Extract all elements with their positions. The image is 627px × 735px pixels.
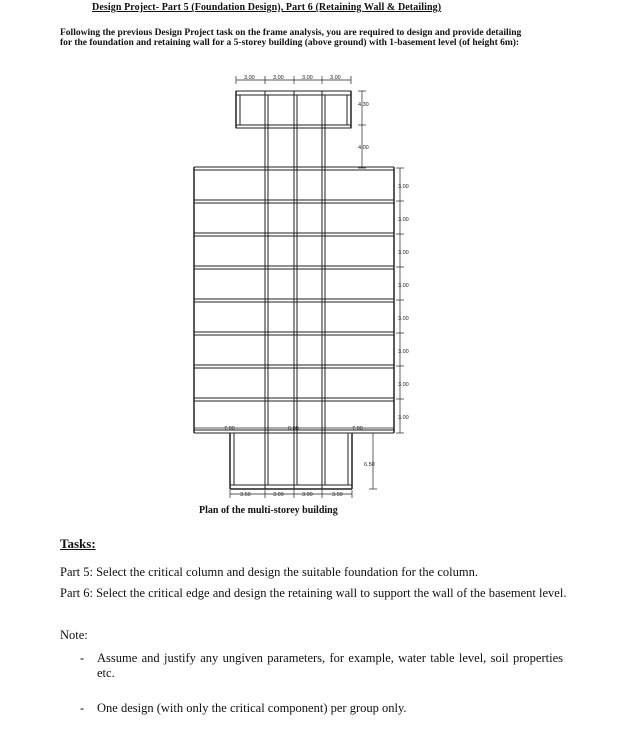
dim-mid-2: 6.00 [288,426,299,432]
dim-right-3: 3.00 [398,250,409,256]
dim-right-4: 3.00 [398,283,409,289]
dim-right-2: 3.00 [398,217,409,223]
dim-right-7: 3.00 [398,382,409,388]
dim-bottom-4: 3.50 [332,492,343,498]
note-heading: Note: [60,628,88,642]
dim-right-1: 3.00 [398,184,409,190]
dim-top-3: 3.00 [302,75,313,81]
dim-top-2: 3.00 [273,75,284,81]
dimension-lines [194,76,404,498]
upper-block-frame [236,91,351,168]
dim-upper-right-2: 4.00 [358,145,369,151]
tower-columns [194,167,394,433]
task-part6: Part 6: Select the critical edge and design the retaining wall to support the wall of the basement level. [60,586,567,600]
basement-frame [230,433,352,489]
dim-bottom-2: 3.00 [273,492,284,498]
dim-right-6: 3.00 [398,349,409,355]
bullet-dash: - [80,651,85,665]
dim-top-4: 3.00 [330,75,341,81]
page-title: Design Project- Part 5 (Foundation Design), Part 6 (Retaining Wall & Detailing) [92,2,442,13]
tasks-heading: Tasks: [60,536,96,551]
plan-caption: Plan of the multi-storey building [199,505,338,516]
dim-mid-3: 7.00 [352,426,363,432]
dim-upper-right-1: 4.30 [358,102,369,108]
task-part5: Part 5: Select the critical column and design the suitable foundation for the column. [60,565,478,579]
dim-top-1: 3.00 [244,75,255,81]
dim-right-5: 3.00 [398,316,409,322]
note-item: Assume and justify any ungiven parameters, for example, water table level, soil properties etc. [97,651,563,680]
dim-bottom-3: 3.00 [302,492,313,498]
dim-bottom-1: 3.50 [240,492,251,498]
dim-basement-right: 6.50 [364,462,375,468]
note-item: One design (with only the critical component) per group only. [97,701,407,715]
dim-mid-1: 7.00 [224,426,235,432]
bullet-dash: - [80,701,85,715]
intro-paragraph: Following the previous Design Project task on the frame analysis, you are required to design and provide detailing for the foundation and retaining wall for a 5-storey building (above ground) with 1-basement level (of height 6m): [60,28,522,48]
dim-right-8: 3.00 [398,415,409,421]
